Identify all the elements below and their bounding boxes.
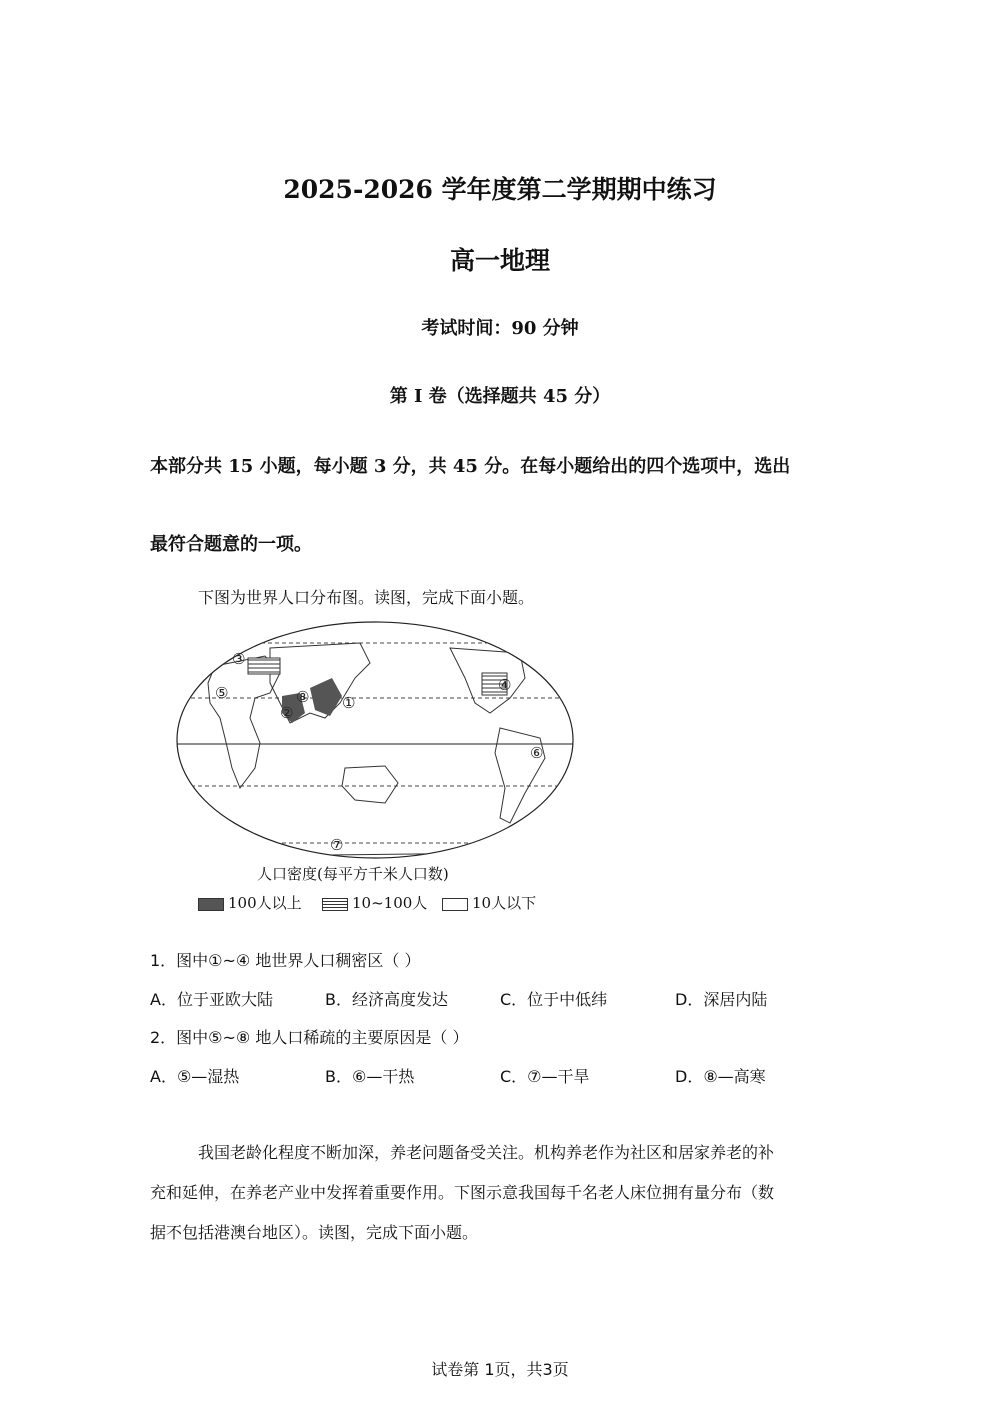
legend-label-dense: 100人以上 — [228, 894, 302, 912]
map-label-8: ⑧ — [296, 688, 310, 706]
group2-passage-line-3: 据不包括港澳台地区）。读图，完成下面小题。 — [150, 1223, 479, 1242]
question-1-option-a[interactable]: A．位于亚欧大陆 — [150, 990, 273, 1009]
question-2-option-a[interactable]: A．⑤—湿热 — [150, 1067, 240, 1086]
exam-title: 2025-2026 学年度第二学期期中练习 — [283, 175, 717, 204]
question-1-option-d[interactable]: D．深居内陆 — [675, 990, 768, 1009]
legend-label-sparse: 10人以下 — [472, 894, 537, 912]
subject-title: 高一地理 — [449, 246, 550, 275]
legend-swatch-sparse — [442, 898, 468, 911]
legend-sparse — [442, 892, 536, 913]
exam-time: 考试时间：90 分钟 — [421, 318, 579, 339]
map-label-4: ④ — [498, 676, 512, 694]
world-population-map — [170, 618, 580, 863]
map-label-3: ③ — [232, 650, 246, 668]
group2-passage-line-1: 我国老龄化程度不断加深，养老问题备受关注。机构养老作为社区和居家养老的补 — [198, 1143, 775, 1162]
map-label-6: ⑥ — [530, 744, 544, 762]
group2-passage-line-2: 充和延伸，在养老产业中发挥着重要作用。下图示意我国每千名老人床位拥有量分布（数 — [150, 1183, 775, 1202]
map-label-5: ⑤ — [215, 684, 229, 702]
question-2-option-b[interactable]: B．⑥—干热 — [325, 1067, 415, 1086]
question-1-option-c[interactable]: C．位于中低纬 — [500, 990, 608, 1009]
question-2-stem: 2．图中⑤~⑧ 地人口稀疏的主要原因是（ ） — [150, 1028, 469, 1047]
legend-dense — [198, 892, 302, 913]
dense-europe — [248, 658, 280, 674]
question-1-stem: 1．图中①~④ 地世界人口稠密区（ ） — [150, 951, 421, 970]
map-legend-title: 人口密度(每平方千米人口数) — [257, 865, 449, 883]
section-title: 第 I 卷（选择题共 45 分） — [389, 386, 611, 407]
group1-intro: 下图为世界人口分布图。读图，完成下面小题。 — [198, 588, 535, 607]
legend-medium — [322, 892, 427, 913]
map-label-1: ① — [342, 694, 356, 712]
question-1-option-b[interactable]: B．经济高度发达 — [325, 990, 448, 1009]
legend-swatch-medium — [322, 898, 348, 911]
instruction-line-1: 本部分共 15 小题，每小题 3 分，共 45 分。在每小题给出的四个选项中，选出 — [150, 456, 791, 477]
question-2-option-d[interactable]: D．⑧—高寒 — [675, 1067, 766, 1086]
legend-label-medium: 10~100人 — [352, 894, 428, 912]
legend-swatch-dense — [198, 898, 224, 911]
instruction-line-2: 最符合题意的一项。 — [150, 534, 312, 555]
map-label-2: ② — [280, 704, 294, 722]
question-2-option-c[interactable]: C．⑦—干旱 — [500, 1067, 590, 1086]
map-label-7: ⑦ — [330, 836, 344, 854]
page-footer: 试卷第 1页，共3页 — [431, 1360, 569, 1379]
